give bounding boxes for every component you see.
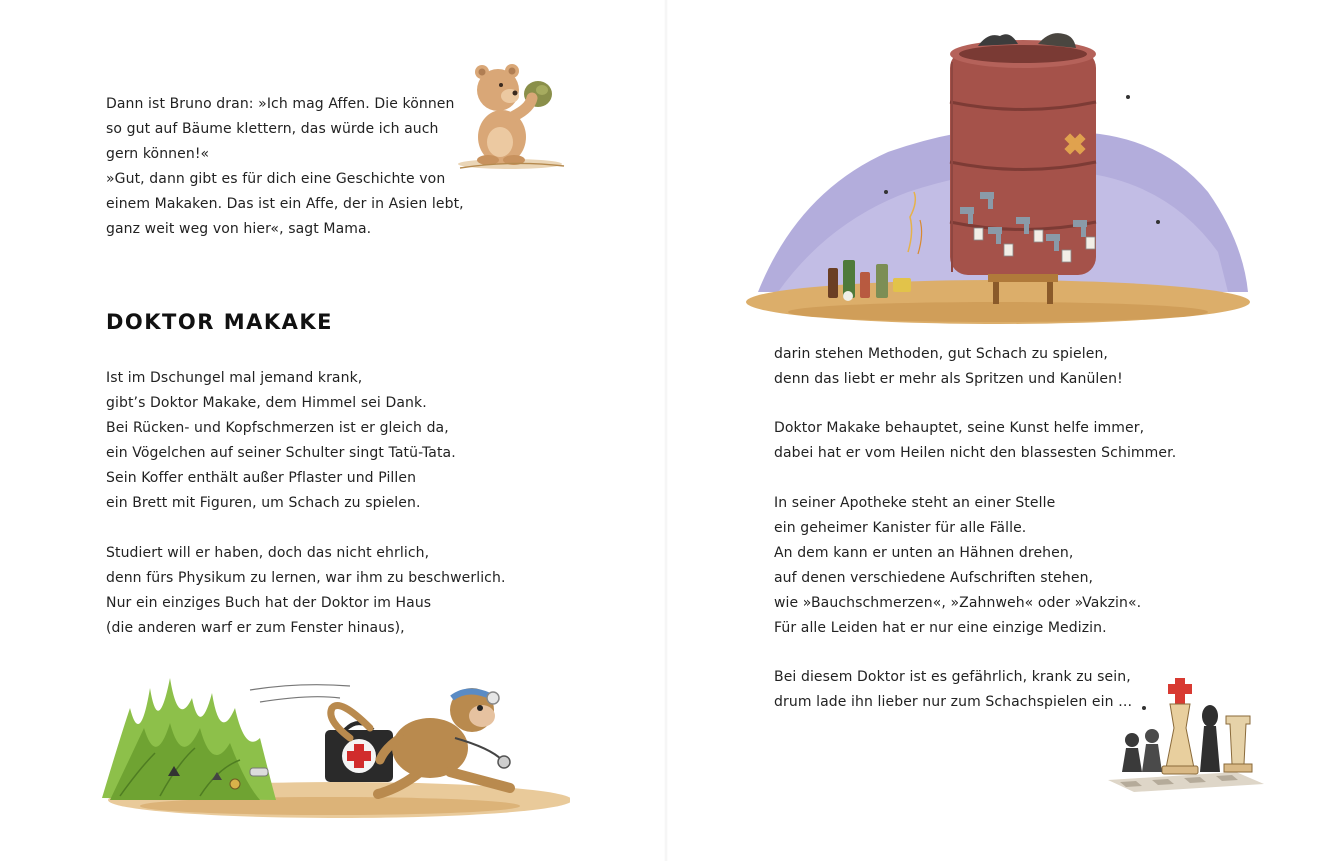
intro-line: so gut auf Bäume klettern, das würde ich auch	[106, 121, 439, 137]
poem-line: denn fürs Physikum zu lernen, war ihm zu beschwerlich.	[106, 570, 506, 586]
poem-line: Studiert will er haben, doch das nicht ehrlich,	[106, 545, 430, 561]
poem-line: ein Brett mit Figuren, um Schach zu spielen.	[106, 495, 421, 511]
poem-title: DOKTOR MAKAKE	[106, 310, 334, 334]
poem-line: wie »Bauchschmerzen«, »Zahnweh« oder »Vakzin«.	[774, 595, 1142, 611]
poem-line: dabei hat er vom Heilen nicht den blassesten Schimmer.	[774, 445, 1177, 461]
stanza-4	[774, 491, 1141, 641]
poem-line: Bei Rücken- und Kopfschmerzen ist er gleich da,	[106, 420, 449, 436]
chess-pieces-illustration	[1106, 668, 1266, 793]
poem-line: denn das liebt er mehr als Spritzen und Kanülen!	[774, 371, 1123, 387]
stanza-1	[106, 366, 456, 516]
barrel-pharmacy-illustration	[738, 22, 1258, 327]
poem-line: Für alle Leiden hat er nur eine einzige Medizin.	[774, 620, 1107, 636]
intro-line: gern können!«	[106, 146, 210, 162]
stanza-5	[774, 665, 1132, 715]
intro-line: einem Makaken. Das ist ein Affe, der in Asien lebt,	[106, 196, 464, 212]
stanza-3	[774, 416, 1176, 466]
intro-paragraph	[106, 92, 464, 242]
poem-line: Nur ein einziges Buch hat der Doktor im Haus	[106, 595, 432, 611]
poem-line: An dem kann er unten an Hähnen drehen,	[774, 545, 1074, 561]
poem-line: Bei diesem Doktor ist es gefährlich, krank zu sein,	[774, 669, 1131, 685]
intro-line: Dann ist Bruno dran: »Ich mag Affen. Die können	[106, 96, 455, 112]
poem-line: (die anderen warf er zum Fenster hinaus),	[106, 620, 405, 636]
running-monkey-doctor-illustration	[100, 668, 570, 833]
poem-line: Ist im Dschungel mal jemand krank,	[106, 370, 363, 386]
poem-line: Doktor Makake behauptet, seine Kunst helfe immer,	[774, 420, 1145, 436]
poem-line: auf denen verschiedene Aufschriften stehen,	[774, 570, 1094, 586]
poem-line: drum lade ihn lieber nur zum Schachspielen ein …	[774, 694, 1133, 710]
poem-line: ein geheimer Kanister für alle Fälle.	[774, 520, 1027, 536]
intro-line: »Gut, dann gibt es für dich eine Geschichte von	[106, 171, 446, 187]
stanza-2	[106, 541, 506, 641]
poem-line: Sein Koffer enthält außer Pflaster und Pillen	[106, 470, 417, 486]
intro-line: ganz weit weg von hier«, sagt Mama.	[106, 221, 372, 237]
poem-line: ein Vögelchen auf seiner Schulter singt Tatü-Tata.	[106, 445, 456, 461]
poem-line: In seiner Apotheke steht an einer Stelle	[774, 495, 1056, 511]
poem-line: darin stehen Methoden, gut Schach zu spielen,	[774, 346, 1108, 362]
teddy-bear-illustration	[452, 52, 572, 177]
poem-line: gibt’s Doktor Makake, dem Himmel sei Dank.	[106, 395, 427, 411]
right-page	[666, 0, 1332, 861]
stanza-2-continued	[774, 342, 1123, 392]
